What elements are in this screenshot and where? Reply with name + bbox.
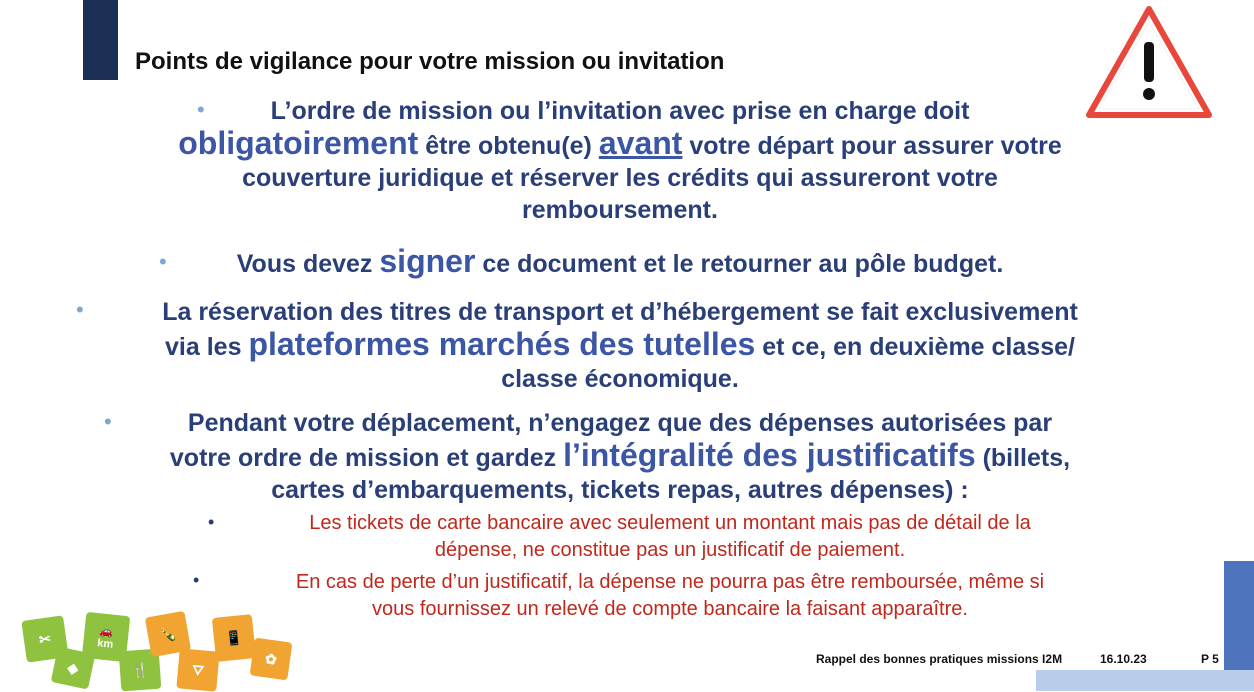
- bullet-2-emphasis-signer: signer: [379, 243, 476, 279]
- sub-bullet-marker: •: [208, 512, 215, 532]
- footer-page-number: P 5: [1201, 652, 1219, 666]
- sub-bullet-2-line-1: En cas de perte d’un justificatif, la dépense ne pourra pas être remboursée, même si: [295, 571, 1045, 593]
- bullet-marker: •: [104, 409, 112, 434]
- footer-date: 16.10.23: [1100, 652, 1147, 666]
- sub-bullet-1-text: [230, 510, 1110, 564]
- logo-km-label: km: [96, 636, 114, 651]
- bullet-3-text: [100, 296, 1140, 395]
- bullet-1-line-1: L’ordre de mission ou l’invitation avec prise en charge doit: [270, 97, 970, 125]
- bullet-3-line-3: classe économique.: [501, 365, 739, 393]
- bullet-1-line-2-mid: être obtenu(e): [418, 132, 599, 160]
- bullet-4-line-1: Pendant votre déplacement, n’engagez que des dépenses autorisées par: [187, 409, 1053, 437]
- sub-bullet-2-text: [215, 569, 1125, 623]
- bullet-1-line-3: couverture juridique et réserver les crédits qui assureront votre: [242, 164, 998, 192]
- bullet-3-line-2-pre: via les: [165, 333, 249, 361]
- slide-title: Points de vigilance pour votre mission ou invitation: [135, 48, 725, 75]
- bullet-1-line-2-end: votre départ pour assurer votre: [682, 132, 1062, 160]
- logo-tile-scissors-icon: ✂: [21, 615, 68, 662]
- bullet-2-post: ce document et le retourner au pôle budget.: [475, 250, 1004, 278]
- bullet-4-line-3: cartes d’embarquements, tickets repas, autres dépenses) :: [271, 476, 969, 504]
- bullet-4-line-2-pre: votre ordre de mission et gardez: [169, 444, 564, 472]
- sub-bullet-1-line-2: dépense, ne constitue pas un justificatif de paiement.: [434, 539, 906, 561]
- logo-tile-diamond-icon: ◆: [51, 646, 96, 689]
- footer-title: Rappel des bonnes pratiques missions I2M: [816, 652, 1063, 666]
- sub-bullet-1-line-1: Les tickets de carte bancaire avec seulement un montant mais pas de détail de la: [309, 512, 1031, 534]
- logo-tile-flower-icon: ✿: [250, 638, 293, 681]
- title-accent-bar: [83, 0, 118, 80]
- sub-bullet-marker: •: [193, 570, 200, 590]
- bullet-1-emphasis-avant: avant: [598, 125, 683, 161]
- bullet-1-text: [120, 95, 1120, 226]
- bullet-4-text: [125, 407, 1115, 506]
- corner-accent-block: [1224, 561, 1254, 670]
- sub-bullet-2-line-2: vous fournissez un relevé de compte bancaire la faisant apparaître.: [372, 598, 968, 620]
- bullet-4-emphasis-justificatifs: l’intégralité des justificatifs: [563, 437, 976, 473]
- bullet-1-emphasis-obligatoirement: obligatoirement: [178, 125, 419, 161]
- footer-band: [1036, 670, 1254, 691]
- bullet-marker: •: [197, 97, 205, 122]
- bullet-2-text: [180, 245, 1060, 280]
- bullet-4-line-2-post: (billets,: [975, 444, 1071, 472]
- bullet-marker: •: [159, 249, 167, 274]
- logo-tile-phone-icon: 📱: [212, 614, 256, 662]
- bullet-3-line-1: La réservation des titres de transport et d’hébergement se fait exclusivement: [162, 298, 1078, 326]
- logo-tile-cutlery-icon: 🍴: [119, 649, 162, 692]
- bullet-marker: •: [76, 297, 84, 322]
- bullet-3-emphasis-plateformes: plateformes marchés des tutelles: [248, 326, 756, 362]
- logo-tile-road-icon: ⛛: [176, 648, 219, 691]
- logo-tile-car-icon: 🚗 km: [82, 612, 131, 662]
- bullet-2-pre: Vous devez: [236, 250, 380, 278]
- bullet-1-line-4: remboursement.: [522, 196, 718, 224]
- logo-tile-bottle-icon: 🍾: [145, 611, 191, 657]
- bullet-3-line-2-post: et ce, en deuxième classe/: [755, 333, 1075, 361]
